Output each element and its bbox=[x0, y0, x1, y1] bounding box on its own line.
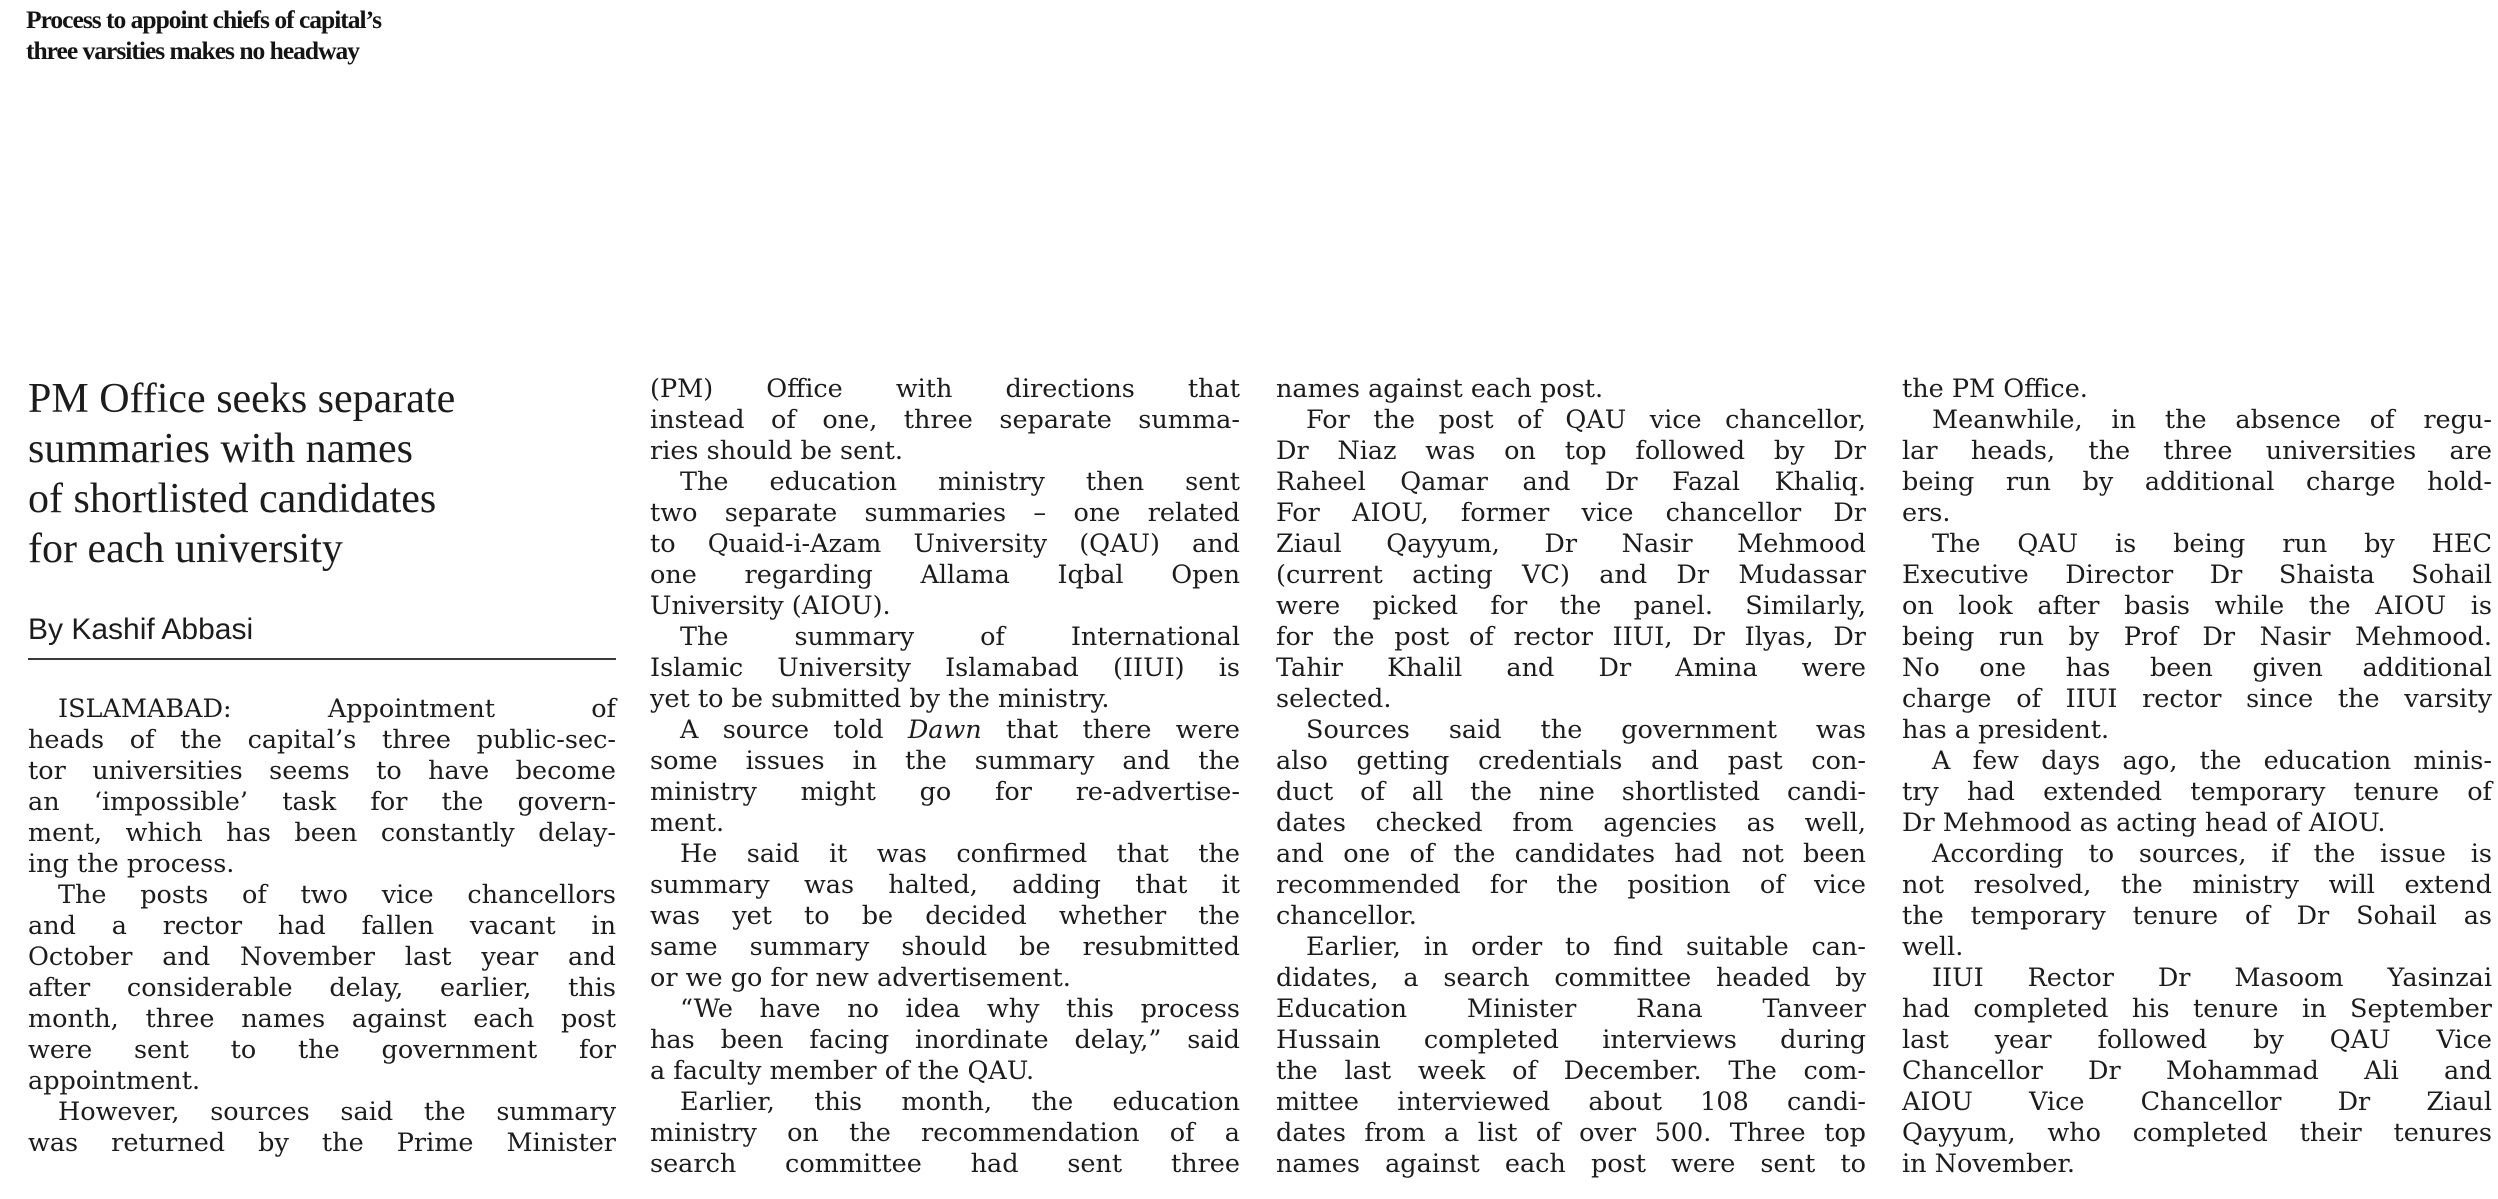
text-line: Islamic University Islamabad (IIUI) is bbox=[650, 653, 1240, 683]
text-line: Hussain completed interviews during bbox=[1276, 1025, 1866, 1055]
text-line: to Quaid-i-Azam University (QAU) and bbox=[650, 529, 1240, 559]
text-line: search committee had sent three bbox=[650, 1149, 1240, 1179]
text-line: was yet to be decided whether the bbox=[650, 901, 1240, 931]
text-line: same summary should be resubmitted bbox=[650, 932, 1240, 962]
text-line: names against each post. bbox=[1276, 374, 1604, 404]
text-line: two separate summaries – one related bbox=[650, 498, 1240, 528]
text-line: ers. bbox=[1902, 498, 1951, 528]
text-line: summary was halted, adding that it bbox=[650, 870, 1240, 900]
text-line: No one has been given additional bbox=[1902, 653, 2492, 683]
text-line: some issues in the summary and the bbox=[650, 746, 1240, 776]
text-line: tor universities seems to have become bbox=[28, 756, 616, 786]
strap-line: summaries with names bbox=[28, 426, 413, 472]
text-line: the temporary tenure of Dr Sohail as bbox=[1902, 901, 2492, 931]
article-column-4 bbox=[1902, 374, 2492, 1180]
text-line: recommended for the position of vice bbox=[1276, 870, 1866, 900]
text-line: mittee interviewed about 108 candi- bbox=[1276, 1087, 1866, 1117]
body-text bbox=[28, 694, 616, 1159]
text-line: lar heads, the three universities are bbox=[1902, 436, 2492, 466]
text-line: well. bbox=[1902, 932, 1964, 962]
text-line: For AIOU, former vice chancellor Dr bbox=[1276, 498, 1866, 528]
text-line: the PM Office. bbox=[1902, 374, 2088, 404]
text-line: According to sources, if the issue is bbox=[1932, 839, 2492, 869]
text-line: month, three names against each post bbox=[28, 1004, 616, 1034]
text-line: ries should be sent. bbox=[650, 436, 903, 466]
text-line: also getting credentials and past con- bbox=[1276, 746, 1866, 776]
text-line: not resolved, the ministry will extend bbox=[1902, 870, 2492, 900]
text-line: AIOU Vice Chancellor Dr Ziaul bbox=[1902, 1087, 2492, 1117]
headline bbox=[26, 4, 2476, 66]
text-line: ministry on the recommendation of a bbox=[650, 1118, 1240, 1148]
text-line: the last week of December. The com- bbox=[1276, 1056, 1866, 1086]
text-line: ministry might go for re-advertise- bbox=[650, 777, 1240, 807]
text-line: and one of the candidates had not been bbox=[1276, 839, 1866, 869]
headline-line-2: three varsities makes no headway bbox=[26, 36, 360, 65]
text-line: (current acting VC) and Dr Mudassar bbox=[1276, 560, 1866, 590]
text-line: He said it was confirmed that the bbox=[680, 839, 1240, 869]
text-line: dates checked from agencies as well, bbox=[1276, 808, 1866, 838]
text-line: selected. bbox=[1276, 684, 1392, 714]
text-line: IIUI Rector Dr Masoom Yasinzai bbox=[1932, 963, 2492, 993]
text-line: for the post of rector IIUI, Dr Ilyas, Dr bbox=[1276, 622, 1866, 652]
text-line: dates from a list of over 500. Three top bbox=[1276, 1118, 1866, 1148]
strap-line: PM Office seeks separate bbox=[28, 376, 456, 422]
text-line: October and November last year and bbox=[28, 942, 616, 972]
text-line: Dr Mehmood as acting head of AIOU. bbox=[1902, 808, 2386, 838]
text-line: Education Minister Rana Tanveer bbox=[1276, 994, 1866, 1024]
text-line: being run by Prof Dr Nasir Mehmood. bbox=[1902, 622, 2492, 652]
text-line: The education ministry then sent bbox=[680, 467, 1240, 497]
text-line bbox=[650, 715, 1240, 746]
text-line: a faculty member of the QAU. bbox=[650, 1056, 1035, 1086]
text-line: being run by additional charge hold- bbox=[1902, 467, 2492, 497]
text-line: Earlier, this month, the education bbox=[680, 1087, 1240, 1117]
text-line: For the post of QAU vice chancellor, bbox=[1306, 405, 1866, 435]
text-line: A few days ago, the education minis- bbox=[1932, 746, 2492, 776]
article-column-3 bbox=[1276, 374, 1866, 1180]
text-line: charge of IIUI rector since the varsity bbox=[1902, 684, 2492, 714]
text-line: Tahir Khalil and Dr Amina were bbox=[1276, 653, 1866, 683]
strap-line: for each university bbox=[28, 526, 343, 572]
text-line: has a president. bbox=[1902, 715, 2110, 745]
text-line: “We have no idea why this process bbox=[680, 994, 1240, 1024]
source-suffix: that there were bbox=[1006, 715, 1241, 745]
text-line: Qayyum, who completed their tenures bbox=[1902, 1118, 2492, 1148]
text-line: or we go for new advertisement. bbox=[650, 963, 1071, 993]
text-line: Executive Director Dr Shaista Sohail bbox=[1902, 560, 2492, 590]
text-line: The QAU is being run by HEC bbox=[1932, 529, 2492, 559]
text-line: has been facing inordinate delay,” said bbox=[650, 1025, 1240, 1055]
text-line: duct of all the nine shortlisted candi- bbox=[1276, 777, 1866, 807]
text-line: after considerable delay, earlier, this bbox=[28, 973, 616, 1003]
text-line: appointment. bbox=[28, 1066, 201, 1096]
text-line: Chancellor Dr Mohammad Ali and bbox=[1902, 1056, 2492, 1086]
byline: By Kashif Abbasi bbox=[28, 610, 616, 660]
text-line: had completed his tenure in September bbox=[1902, 994, 2492, 1024]
text-line: Ziaul Qayyum, Dr Nasir Mehmood bbox=[1276, 529, 1866, 559]
text-line: ment. bbox=[650, 808, 725, 838]
text-line: try had extended temporary tenure of bbox=[1902, 777, 2492, 807]
text-line: an ‘impossible’ task for the govern- bbox=[28, 787, 616, 817]
text-line: ing the process. bbox=[28, 849, 235, 879]
text-line: yet to be submitted by the ministry. bbox=[650, 684, 1110, 714]
newspaper-name: Dawn bbox=[907, 715, 982, 745]
text-line: However, sources said the summary bbox=[58, 1097, 616, 1127]
text-line: The summary of International bbox=[680, 622, 1240, 652]
text-line: on look after basis while the AIOU is bbox=[1902, 591, 2492, 621]
text-line: was returned by the Prime Minister bbox=[28, 1128, 616, 1158]
text-line: Sources said the government was bbox=[1306, 715, 1866, 745]
text-line: last year followed by QAU Vice bbox=[1902, 1025, 2492, 1055]
text-line: chancellor. bbox=[1276, 901, 1417, 931]
text-line: Earlier, in order to find suitable can- bbox=[1306, 932, 1866, 962]
text-line: ment, which has been constantly delay- bbox=[28, 818, 616, 848]
text-line: (PM) Office with directions that bbox=[650, 374, 1240, 404]
article-column-2 bbox=[650, 374, 1240, 1180]
text-line: were sent to the government for bbox=[28, 1035, 616, 1065]
text-line: names against each post were sent to bbox=[1276, 1149, 1866, 1179]
text-line: Raheel Qamar and Dr Fazal Khaliq. bbox=[1276, 467, 1866, 497]
text-line: one regarding Allama Iqbal Open bbox=[650, 560, 1240, 590]
strap-line: of shortlisted candidates bbox=[28, 476, 437, 522]
headline-line-1: Process to appoint chiefs of capital’s bbox=[26, 5, 382, 34]
source-prefix: A source told bbox=[680, 715, 908, 745]
text-line: Dr Niaz was on top followed by Dr bbox=[1276, 436, 1866, 466]
text-line: instead of one, three separate summa- bbox=[650, 405, 1240, 435]
text-line: and a rector had fallen vacant in bbox=[28, 911, 616, 941]
article-column-1 bbox=[28, 374, 616, 1159]
text-line: University (AIOU). bbox=[650, 591, 891, 621]
text-line: Meanwhile, in the absence of regu- bbox=[1932, 405, 2492, 435]
text-line: didates, a search committee headed by bbox=[1276, 963, 1866, 993]
text-line: in November. bbox=[1902, 1149, 2075, 1179]
strapline bbox=[28, 374, 616, 574]
text-line: heads of the capital’s three public-sec- bbox=[28, 725, 616, 755]
text-line: were picked for the panel. Similarly, bbox=[1276, 591, 1866, 621]
text-line: The posts of two vice chancellors bbox=[58, 880, 616, 910]
text-line: ISLAMABAD: Appointment of bbox=[58, 694, 616, 724]
